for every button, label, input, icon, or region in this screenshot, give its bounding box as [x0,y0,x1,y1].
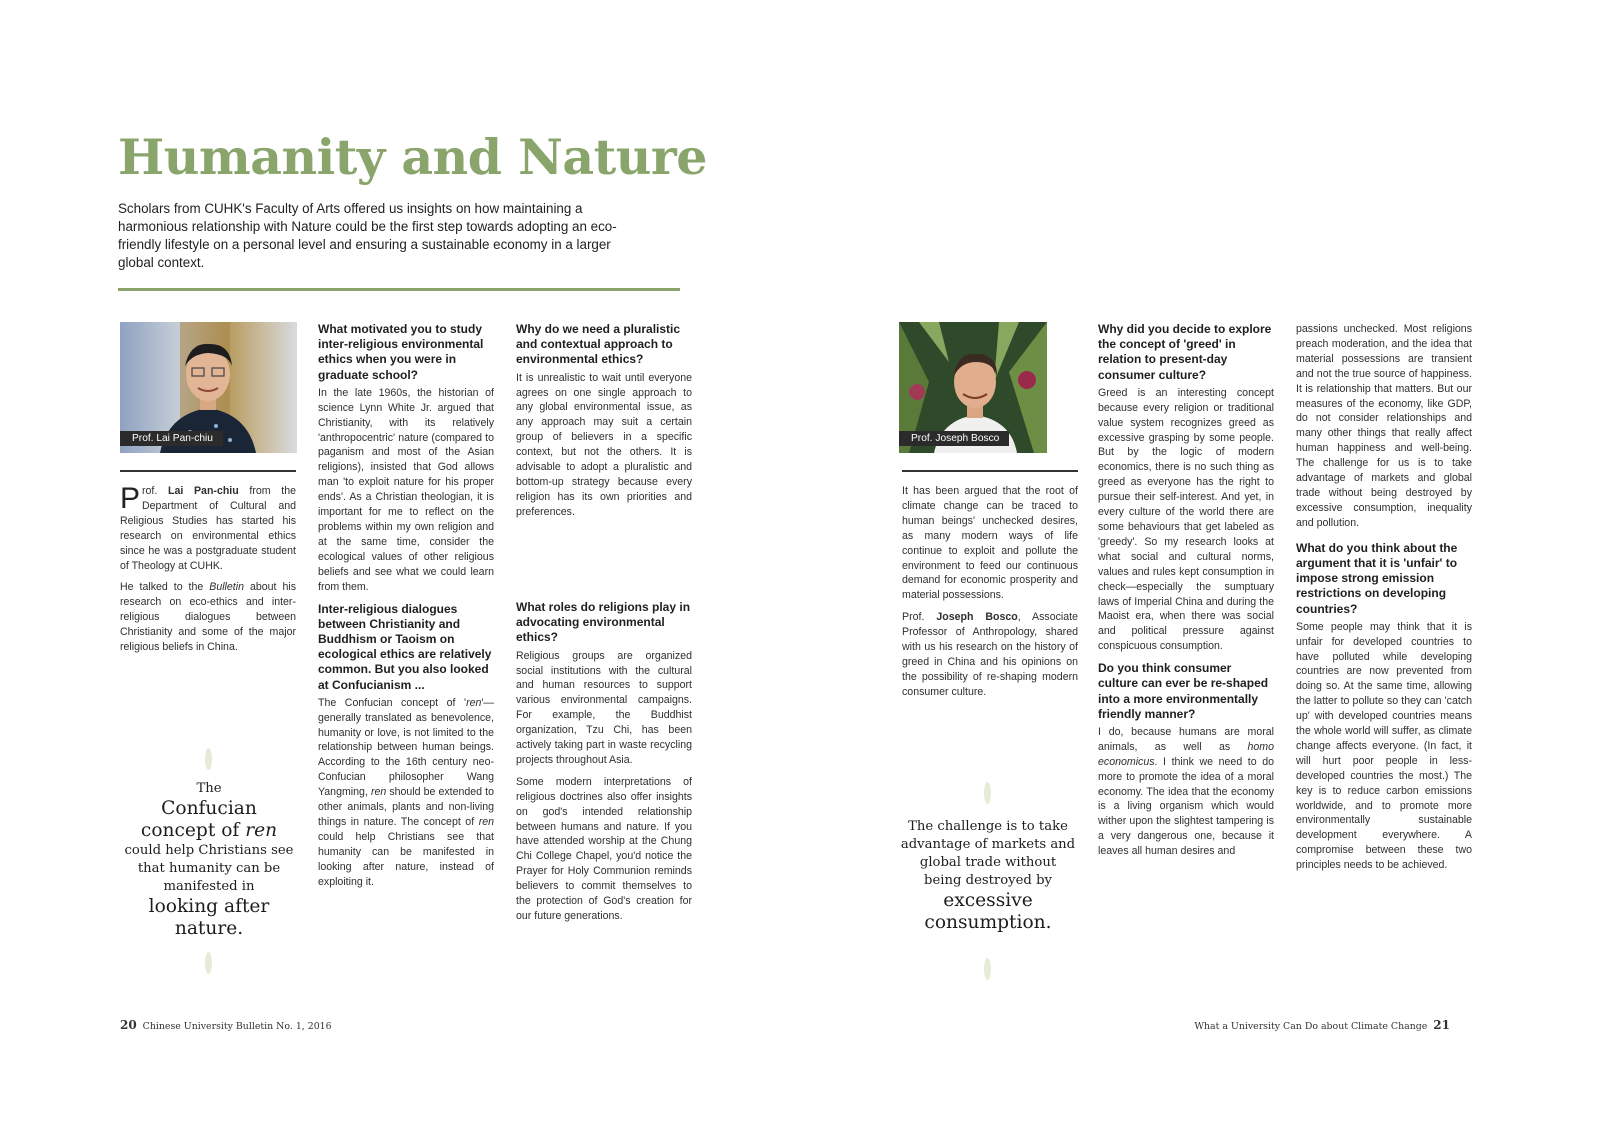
quote-line: manifested in [163,879,255,894]
lai-column-3b [516,600,692,931]
quote-line: nature. [174,918,244,939]
section-name: What a University Can Do about Climate Change [1194,1021,1428,1032]
bio-text: He talked to the [120,581,210,594]
question-heading: Do you think consumer culture can ever be re-shaped into a more environmentally friendly manner? [1098,661,1269,721]
bulletin-italic: Bulletin [209,581,244,594]
publication-name: Chinese University Bulletin No. 1, 2016 [142,1021,332,1032]
bosco-column-2 [1098,322,1274,866]
quote-line: Confucian [161,798,257,819]
joseph-bosco-photo [899,322,1047,453]
bio-paragraph [120,484,296,573]
answer-paragraph: Some people may think that it is unfair for developed countries to have polluted while developing countries are now prevented from doing so. At the same time, allowing the latter to pollute so they can 'catch up' with developed countries means the whole world will suffer, as climate change affects everyone. (In fact, it will hurt poor people in less-developed countries the most.) The key is to reduce carbon emissions worldwide, and to promote more environmentally sustainable development everywhere. A compromise between these two principles needs to be achieved. [1296,620,1472,872]
pull-quote-ren [118,780,300,940]
quote-line: The [196,781,222,796]
question-heading: Inter-religious dialogues between Christianity and Buddhism or Taoism on ecological ethics are relatively common. But you also looked at Confucianism ... [318,601,492,692]
bio-paragraph [120,580,296,655]
article-title: Humanity and Nature [118,128,707,186]
bio-text: rof. [142,485,168,497]
lai-bio [120,484,296,662]
bio-separator [902,470,1078,472]
bio-text: from the Department of Cultural and Religious Studies has started his research on environmental ethics since he was a postgraduate student of Theology at CUHK. [120,485,296,572]
right-footer [1194,1018,1450,1032]
answer-paragraph: The Confucian concept of 'ren'—generally translated as benevolence, humanity or love, is not limited to the relationship between human beings. According to the 16th century neo-Confucian philosopher Wang Yangming, ren should be extended to other animals, plants and non-living things in nature. The concept of ren could help Christians see that humanity can be manifested in looking after nature, instead of exploiting it. [318,696,494,888]
question-heading: Why do we need a pluralistic and contextual approach to environmental ethics? [516,322,681,367]
bio-paragraph: Prof. Joseph Bosco, Associate Professor of Anthropology, shared with us his research on the history of greed in China and his opinions on the possibility of re-shaping modern consumer culture. [902,611,1078,698]
answer-paragraph: I do, because humans are moral animals, as well as homo economicus. I think we need to do more to promote the idea of a moral economy. The idea that the economy is a living organism which would wither upon the slightest tampering is a very dangerous one, because it leaves all human desires and [1098,725,1274,858]
page-number: 21 [1433,1018,1450,1032]
quote-italic: ren [245,820,278,841]
quote-line: being destroyed by [924,873,1052,888]
lai-column-3 [516,322,692,527]
left-footer [120,1018,332,1032]
lai-pan-chiu-photo [120,322,297,453]
question-heading: What do you think about the argument that it is 'unfair' to impose strong emission restrictions on developing countries? [1296,540,1458,616]
answer-paragraph: It is unrealistic to wait until everyone agrees on one single approach to any global environmental issue, as any approach may suit a certain group of believers in a specific context, but not the others. It is advisable to adopt a pluralistic and bottom-up strategy because every religion has its own priorities and preferences. [516,371,692,518]
quote-line: consumption. [924,912,1052,933]
leaf-ornament-bottom [205,952,212,974]
answer-paragraph: Greed is an interesting concept because every religion or traditional value system recognizes greed as excessive grasping by some people. But by the logic of modern economics, there is no such thing as greed as everyone has the right to pursue their self-interest. And yet, in every culture of the world there are some behaviours that get labeled as 'greedy'. So my research looks at what social and cultural norms, values and rules kept consumption in check—especially the sumptuary laws of Imperial China and during the Maoist era, when there was social and political pressure against conspicuous consumption. [1098,386,1274,653]
answer-paragraph: Some modern interpretations of religious doctrines also offer insights on god's intended relationship between humans and nature. If you have attended worship at the Chung Chi College Chapel, you'd notice the Prayer for Holy Communion reminds believers to commit themselves to the protection of God's creation for our future generations. [516,775,692,923]
title-rule [118,288,680,291]
quote-line: that humanity can be [137,861,281,876]
answer-paragraph: Religious groups are organized social institutions with the cultural and human resources to support various environmental campaigns. For example, the Buddhist organization, Tzu Chi, has been actively taking part in waste recycling projects throughout Asia. [516,649,692,766]
lai-column-2 [318,322,494,897]
question-heading: What motivated you to study inter-religious environmental ethics when you were in graduate school? [318,322,484,382]
bio-text: about his research on eco-ethics and inter-religious dialogues between Christianity and some of the major religious beliefs in China. [120,581,296,654]
question-heading: What roles do religions play in advocating environmental ethics? [516,600,691,645]
quote-line: excessive [943,890,1033,911]
answer-paragraph: passions unchecked. Most religions preach moderation, and the idea that material possessions are transient and not the true source of happiness. It is relationship that matters. But our measures of the economy, like GDP, do not consider relationships and many other things that really affect human happiness and well-being. The challenge for us is to take advantage of markets and global trade without being destroyed by excessive consumption, inequality and pollution. [1296,323,1472,529]
photo-caption: Prof. Lai Pan-chiu [120,431,223,446]
question-heading: Why did you decide to explore the concept of 'greed' in relation to present-day consumer culture? [1098,322,1272,382]
bosco-bio [902,484,1078,707]
bio-name: Lai Pan-chiu [168,485,239,497]
quote-line: concept of ren [140,820,278,841]
bio-name: Joseph Bosco [936,611,1018,624]
leaf-ornament-top [205,748,212,770]
article-intro: Scholars from CUHK's Faculty of Arts offered us insights on how maintaining a harmonious relationship with Nature could be the first step towards adopting an eco-friendly lifestyle on a personal level and ensuring a sustainable economy in a larger global context. [118,201,617,270]
bosco-column-3 [1296,322,1472,880]
bio-paragraph: It has been argued that the root of climate change can be traced to human beings' unchecked desires, as many modern ways of life continue to exploit and pollute the environment to feed our continuous demand for economic prosperity and material possessions. [902,485,1078,602]
quote-line: looking after [148,896,270,917]
quote-line: could help Christians see [124,843,294,858]
answer-paragraph: In the late 1960s, the historian of science Lynn White Jr. argued that Christianity, with its relatively 'anthropocentric' nature (compared to paganism and most of the Asian religions), insisted that God allows man 'to exploit nature for his proper ends'. As a Christian theologian, it is important for me to reflect on the problems within my own religion and at the same time, consider the ecological values of other religious beliefs and see what we could learn from them. [318,386,494,593]
quote-line: advantage of markets and [900,837,1076,852]
photo-caption: Prof. Joseph Bosco [899,431,1009,446]
quote-line: global trade without [919,855,1057,870]
page-number: 20 [120,1018,137,1032]
leaf-ornament-top [984,782,991,804]
pull-quote-challenge [897,818,1079,934]
leaf-ornament-bottom [984,958,991,980]
quote-line: The challenge is to take [908,819,1068,834]
drop-cap: P [120,482,141,515]
bio-separator [120,470,296,472]
